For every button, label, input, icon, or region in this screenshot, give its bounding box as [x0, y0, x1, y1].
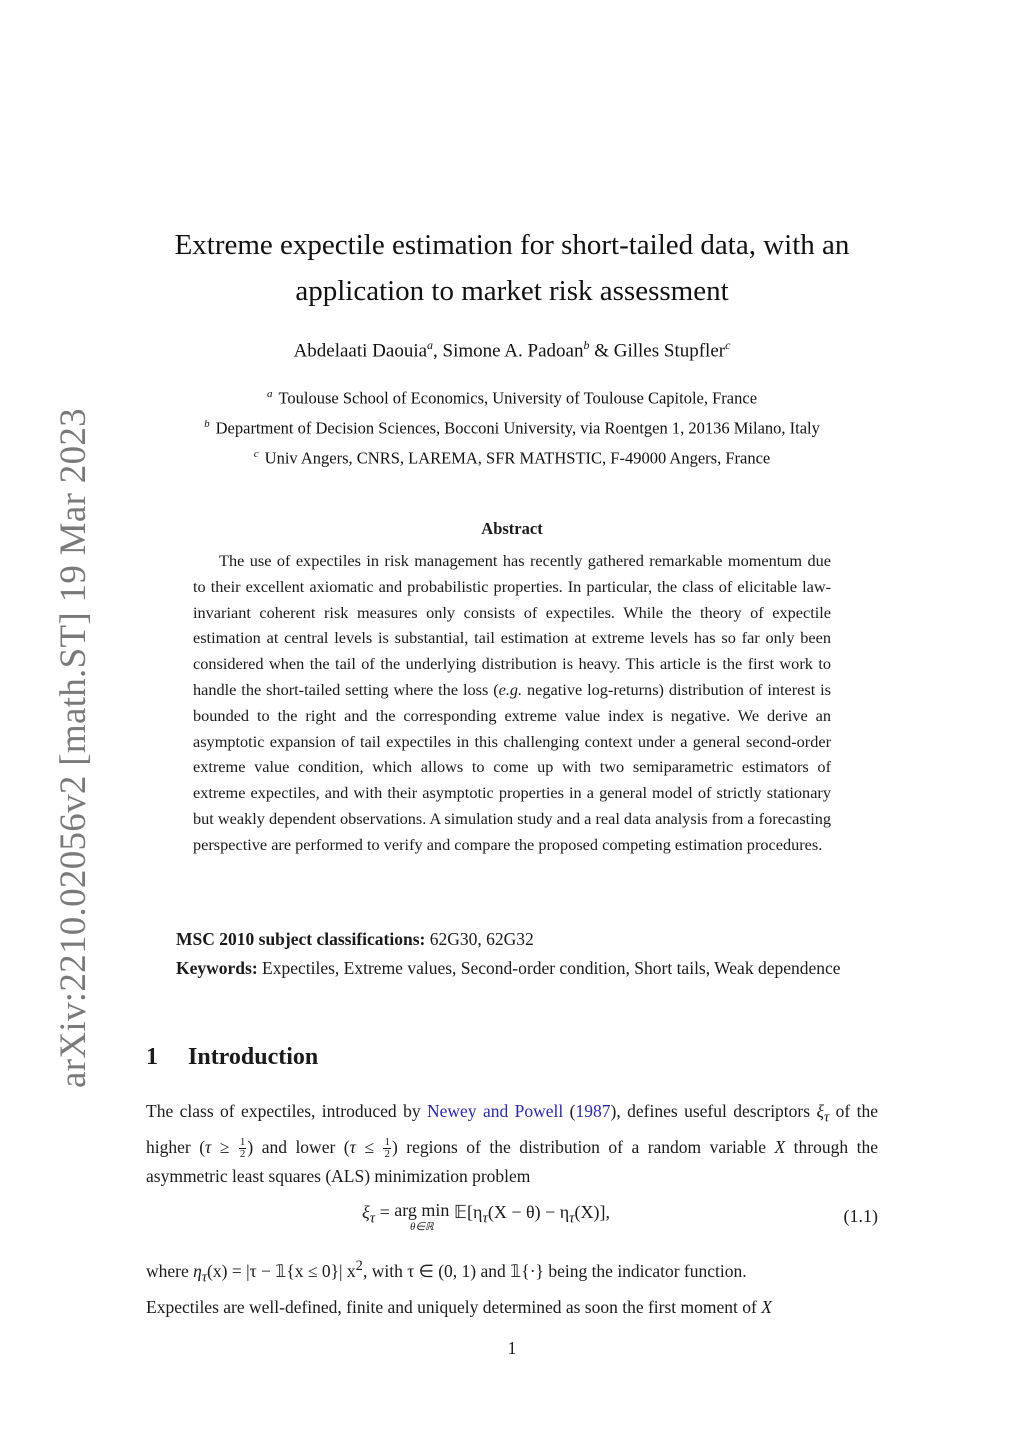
math-tau-range: τ ∈ (0, 1) [407, 1260, 477, 1281]
intro-text: Expectiles are well-defined, finite and uniquely determined as soon the first moment of [146, 1296, 762, 1317]
section-heading [146, 1044, 318, 1071]
fraction-half [239, 1137, 247, 1160]
eq-sub: τ [569, 1210, 575, 1227]
eq-lhs: ξ [362, 1202, 370, 1222]
affiliation [0, 418, 1024, 439]
citation-link[interactable]: Newey and Powell [426, 1101, 564, 1121]
citation-year-link[interactable]: 1987 [575, 1101, 611, 1121]
eq-rhs: (X)], [574, 1202, 611, 1222]
math-leq: ≤ [355, 1136, 383, 1157]
intro-paragraph-2 [146, 1252, 878, 1322]
affiliation-text: Department of Decision Sciences, Bocconi University, via Roentgen 1, 20136 Milano, Italy [215, 418, 820, 438]
intro-text: , defines useful descriptors [616, 1101, 817, 1121]
equation-body [362, 1202, 610, 1236]
fraction-numerator: 1 [239, 1136, 246, 1149]
keywords-value: Expectiles, Extreme values, Second-order condition, Short tails, Weak dependence [262, 958, 841, 978]
abstract-text: negative log-returns) distribution of interest is bounded to the right and the corresponding extreme value index is negative. We derive an asymptotic expansion of tail expectiles in this challenging context under a general second-order extreme value condition, which allows to come up with two semiparametric estimators of extreme expectiles, and with their asymptotic properties in a general model of strictly stationary but weakly dependent observations. A simulation study and a real data analysis from a forecasting perspective are performed to verify and compare the proposed competing estimation procedures. [193, 679, 832, 854]
intro-text: , with [362, 1260, 408, 1281]
author-mark: c [725, 338, 731, 352]
eq-sub: τ [482, 1210, 488, 1227]
msc-value: 62G30, 62G32 [429, 929, 534, 949]
abstract-heading: Abstract [481, 519, 543, 538]
author-separator: & [589, 340, 614, 362]
affiliation-mark: a [266, 388, 273, 400]
affiliation-text: Toulouse School of Economics, University of Toulouse Capitole, France [278, 388, 758, 408]
intro-paragraph: The class of expectiles, introduced by Newey and Powell (1987), defines useful descriptors $\xi_\tau$ of the higher (τ ≥ $\frac{1}{2}$ ) and lower (τ ≤ $\frac{1}{2}$ ) regions of the distribution of a random variable X through the asymmetric least squares (ALS) minimization problem [146, 1101, 878, 1187]
math-indicator: 𝟙{·} [510, 1260, 544, 1281]
math-eta: η [193, 1260, 202, 1281]
affiliation-mark: c [253, 448, 259, 460]
author-mark: a [427, 338, 434, 352]
author-name: Simone A. Padoan [442, 340, 584, 362]
keywords [146, 954, 878, 983]
math-tau: τ [205, 1136, 212, 1157]
eq-lhs-sub: τ [369, 1210, 376, 1227]
intro-text: through the asymmetric least squares (ALS) minimization problem [146, 1136, 878, 1187]
equation-number: (1.1) [843, 1206, 878, 1226]
abstract-text: The use of expectiles in risk management has recently gathered remarkable momentum due to their excellent axiomatic and probabilistic properties. In particular, the class of elicitable law-invariant coherent risk measures only consists of expectiles. While the theory of expectile estimation at central levels is substantial, tail estimation at extreme levels has so far only been considered when the tail of the underlying distribution is heavy. This article is the first work to handle the short-tailed setting where the loss ( [193, 551, 831, 699]
affiliation [0, 388, 1024, 409]
math-eta-def: (x) = |τ − 𝟙{x ≤ 0}| x [207, 1260, 356, 1281]
math-x: X [774, 1136, 786, 1157]
msc-label: MSC 2010 subject classifications: [176, 929, 426, 949]
fraction-numerator: 1 [384, 1136, 390, 1149]
author-name: Gilles Stupfler [613, 340, 726, 362]
intro-text: ) regions of the distribution of a random variable [391, 1136, 775, 1157]
msc-classifications [146, 925, 908, 954]
fraction-half [383, 1137, 391, 1160]
section-title: Introduction [188, 1044, 319, 1070]
math-tau-sub: τ [823, 1109, 830, 1126]
section-number: 1 [146, 1044, 158, 1070]
intro-text: of the higher ( [146, 1101, 878, 1157]
math-tau: τ [349, 1136, 356, 1157]
math-geq: ≥ [211, 1136, 238, 1157]
math-xi: ξ [816, 1101, 824, 1121]
intro-text: and [476, 1260, 511, 1281]
intro-text: The class of expectiles, introduced by [146, 1101, 427, 1121]
eq-equals: = [375, 1202, 395, 1222]
affiliation-text: Univ Angers, CNRS, LAREMA, SFR MATHSTIC, F-49000 Angers, France [264, 448, 771, 468]
author-name: Abdelaati Daouia [293, 340, 428, 362]
author-separator: , [433, 340, 443, 362]
equation-1-1 [146, 1200, 878, 1240]
eq-argmin [394, 1202, 449, 1236]
affiliation-mark: b [204, 418, 210, 430]
math-square: 2 [355, 1258, 363, 1274]
math-tau-sub: τ [201, 1269, 208, 1286]
abstract-body [193, 548, 831, 858]
intro-text: ) and lower ( [247, 1136, 350, 1157]
eq-rhs: 𝔼[η [453, 1202, 483, 1222]
paper-title [0, 222, 1024, 314]
fraction-denominator: 2 [384, 1148, 390, 1161]
eq-argmin-label: arg min [394, 1200, 450, 1220]
math-x: X [761, 1296, 772, 1317]
affiliation [0, 448, 1024, 469]
title-line-2: application to market risk assessment [295, 275, 729, 307]
keywords-label: Keywords: [176, 958, 258, 978]
page-number: 1 [507, 1338, 517, 1358]
fraction-denominator: 2 [239, 1148, 246, 1161]
author-list [0, 338, 1024, 362]
intro-text: being the indicator function. [543, 1260, 747, 1281]
arxiv-stamp: arXiv:2210.02056v2 [math.ST] 19 Mar 2023 [53, 408, 94, 1088]
title-line-1: Extreme expectile estimation for short-tailed data, with an [174, 229, 850, 261]
author-mark: b [583, 338, 590, 352]
abstract-eg: e.g. [498, 679, 523, 699]
intro-text: where [146, 1260, 194, 1281]
eq-rhs: (X − θ) − η [487, 1202, 570, 1222]
eq-argmin-under: θ∈ℝ [409, 1221, 434, 1233]
